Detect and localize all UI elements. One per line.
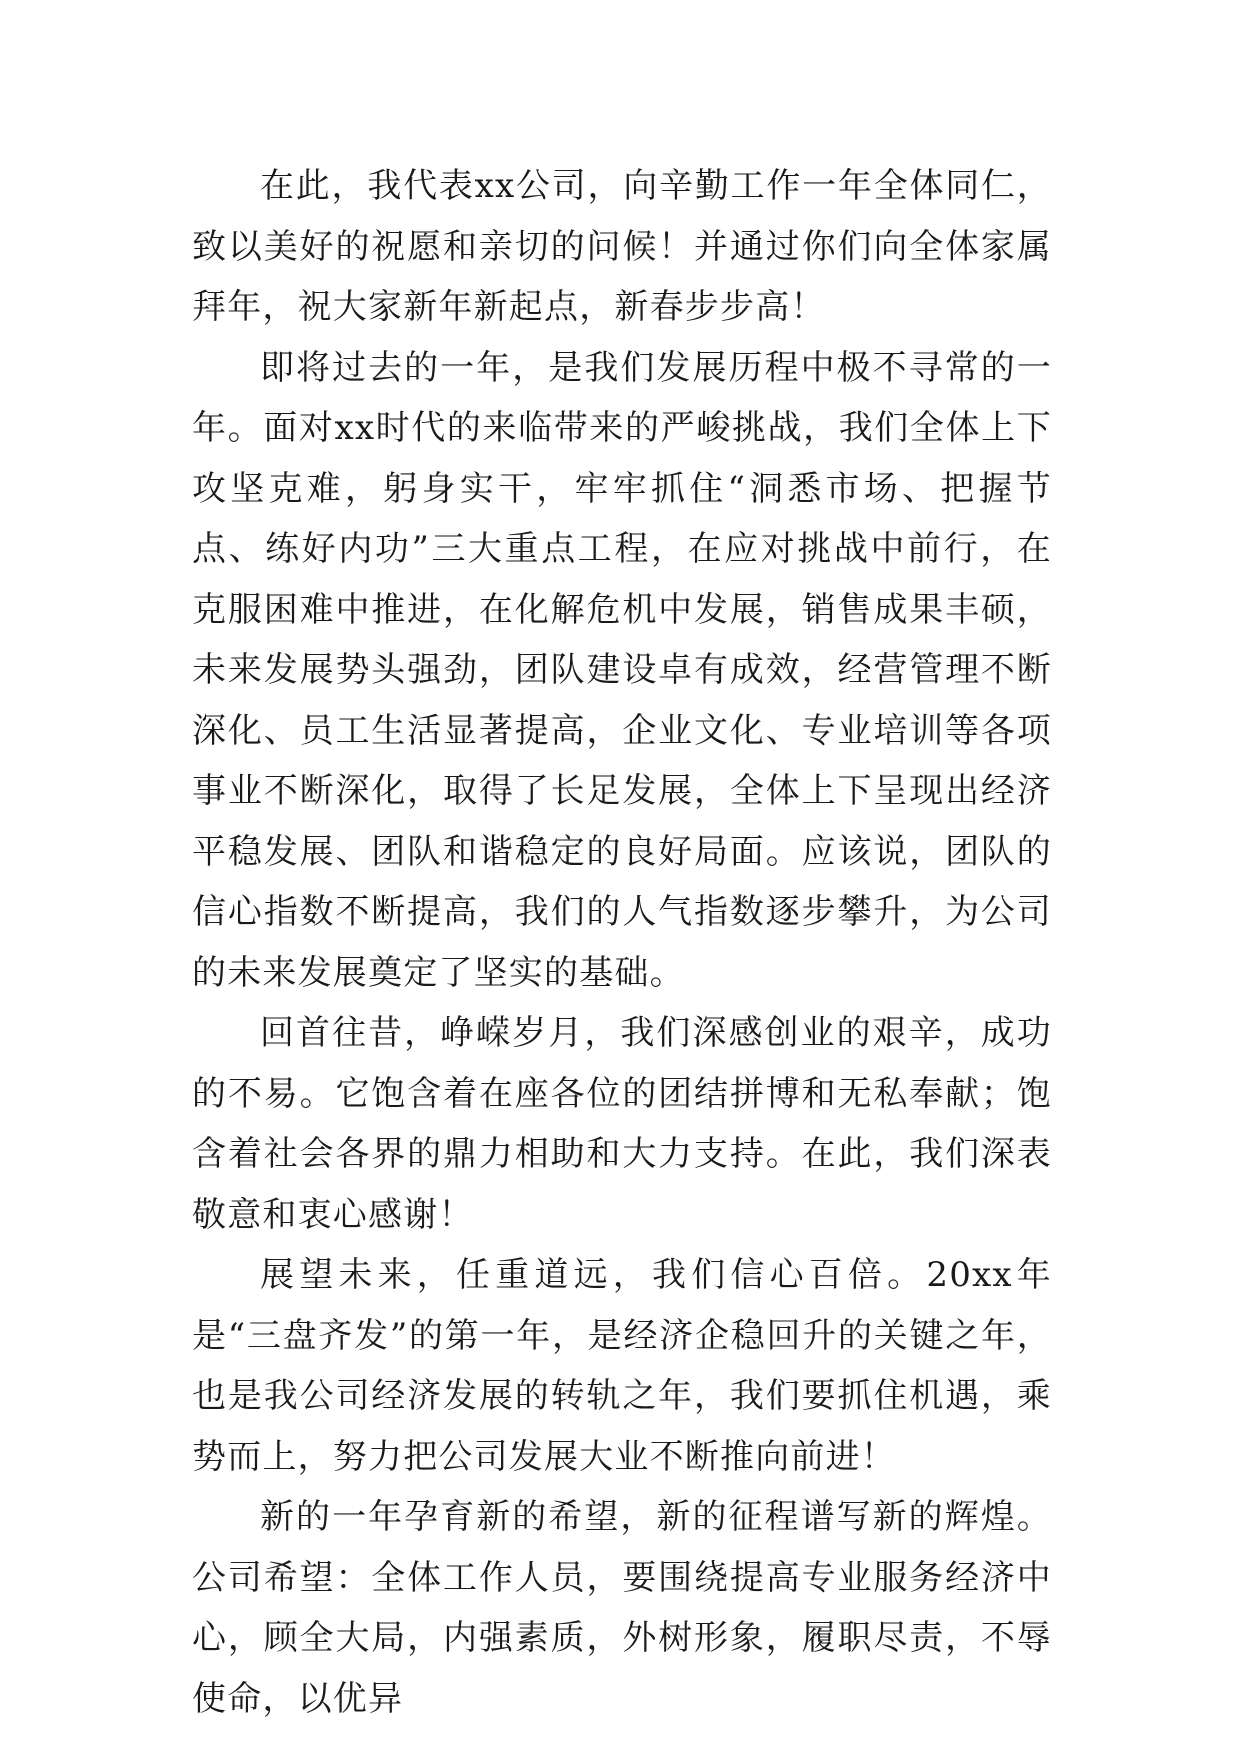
paragraph-year-review: 即将过去的一年，是我们发展历程中极不寻常的一年。面对xx时代的来临带来的严峻挑战，我们全体上下攻坚克难，躬身实干，牢牢抓住“洞悉市场、把握节点、练好内功”三大重点工程，在应对挑战中前行，在克服困难中推进，在化解危机中发展，销售成果丰硕，未来发展势头强劲，团队建设卓有成效，经营管理不断深化、员工生活显著提高，企业文化、专业培训等各项事业不断深化，取得了长足发展，全体上下呈现出经济平稳发展、团队和谐稳定的良好局面。应该说，团队的信心指数不断提高，我们的人气指数逐步攀升，为公司的未来发展奠定了坚实的基础。 — [192, 347, 1052, 993]
paragraph-gratitude: 回首往昔，峥嵘岁月，我们深感创业的艰辛，成功的不易。它饱含着在座各位的团结拼博和无私奉献；饱含着社会各界的鼎力相助和大力支持。在此，我们深表敬意和衷心感谢！ — [192, 1013, 1052, 1235]
paragraph-greeting: 在此，我代表xx公司，向辛勤工作一年全体同仁，致以美好的祝愿和亲切的问候！并通过你们向全体家属拜年，祝大家新年新起点，新春步步高！ — [192, 166, 1052, 327]
paragraph-new-year-hopes: 新的一年孕育新的希望，新的征程谱写新的辉煌。公司希望：全体工作人员，要围绕提高专业服务经济中心，顾全大局，内强素质，外树形象，履职尽责，不辱使命，以优异 — [192, 1497, 1052, 1719]
paragraph-outlook: 展望未来，任重道远，我们信心百倍。20xx年是“三盘齐发”的第一年，是经济企稳回升的关键之年，也是我公司经济发展的转轨之年，我们要抓住机遇，乘势而上，努力把公司发展大业不断推向前进！ — [192, 1255, 1052, 1477]
document-body — [192, 156, 1052, 1729]
